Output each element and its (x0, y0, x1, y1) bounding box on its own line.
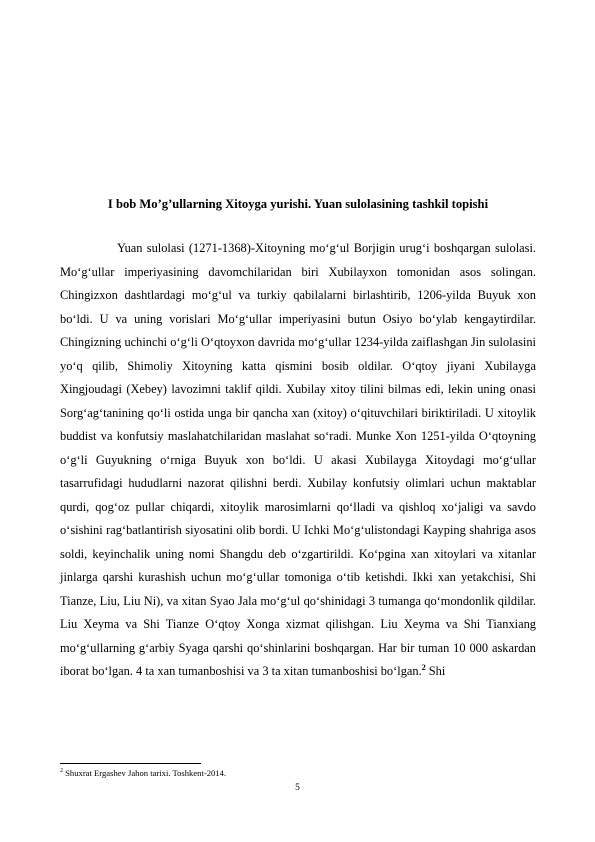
footnote (60, 767, 536, 779)
body-text (60, 237, 536, 684)
chapter-heading: I bob Mo’g’ullarning Xitoyga yurishi. Yuan sulolasining tashkil topishi (107, 197, 489, 211)
footnote-reference[interactable]: 2 (421, 662, 426, 672)
footnote-text: Shuxrat Ergashev Jahon tarixi. Toshkent-2014. (63, 768, 227, 778)
page-number: 5 (295, 783, 300, 793)
footnote-mark: 2 (60, 768, 63, 775)
paragraph-text: Yuan sulolasi (1271-1368)-Xitoyning mo‘g‘ul Borjigin urug‘i boshqargan sulolasi. Mo‘g‘ullar imperiyasining davomchilaridan biri Xubilayxon tomonidan asos solingan. Chingizxon dashtlardagi mo‘g‘ul va turkiy qabilalarni birlashtirib, 1206-yilda Buyuk xon bo‘ldi. U va uning vorislari Mo‘g‘ullar imperiyasini butun Osiyo bo‘ylab kengaytirdilar. Chingizning uchinchi o‘g‘li O‘qtoyxon davrida mo‘g‘ullar 1234-yilda zaiflashgan Jin sulolasini yo‘q qilib, Shimoliy Xitoyning katta qismini bosib oldilar. O‘qtoy jiyani Xubilayga Xingjoudagi (Xebey) lavozimni taklif qildi. Xubilay xitoy tilini bilmas edi, lekin uning onasi Sorg‘ag‘tanining qo‘li ostida unga bir qancha xan (xitoy) o‘qituvchilari biriktiriladi. U xitoylik buddist va konfutsiy maslahatchilaridan maslahat so‘radi. Munke Xon 1251-yilda O‘qtoyning o‘g‘li Guyukning o‘rniga Buyuk xon bo‘ldi. U akasi Xubilayga Xitoydagi mo‘g‘ullar tasarrufidagi hududlarni nazorat qilishni berdi. Xubilay konfutsiy olimlari uchun maktablar qurdi, qog‘oz pullar chiqardi, xitoylik marosimlarni qo‘lladi va qishloq xo‘jaligi va savdo o‘sishini rag‘batlantirish siyosatini olib bordi. U Ichki Mo‘g‘ulistondagi Kayping shahriga asos soldi, keyinchalik uning nomi Shangdu deb o‘zgartirildi. Ko‘pgina xan xitoylari va xitanlar jinlarga qarshi kurashish uchun mo‘g‘ullar tomoniga o‘tib ketishdi. Ikki xan yetakchisi, Shi Tianze, Liu, Liu Ni), va xitan Syao Jala mo‘g‘ul qo‘shinidagi 3 tumanga qo‘mondonlik qildilar. Liu Xeyma va Shi Tianze O‘qtoy Xonga xizmat qilishgan. Liu Xeyma va Shi Tianxiang mo‘g‘ullarning g‘arbiy Syaga qarshi qo‘shinlarini boshqargan. Har bir tuman 10 000 askardan iborat bo‘lgan. 4 ta xan tumanboshisi va 3 ta xitan tumanboshisi bo‘lgan. (60, 241, 536, 678)
footnote-separator (60, 763, 201, 764)
paragraph (60, 237, 536, 684)
paragraph-tail: Shi (425, 664, 446, 678)
